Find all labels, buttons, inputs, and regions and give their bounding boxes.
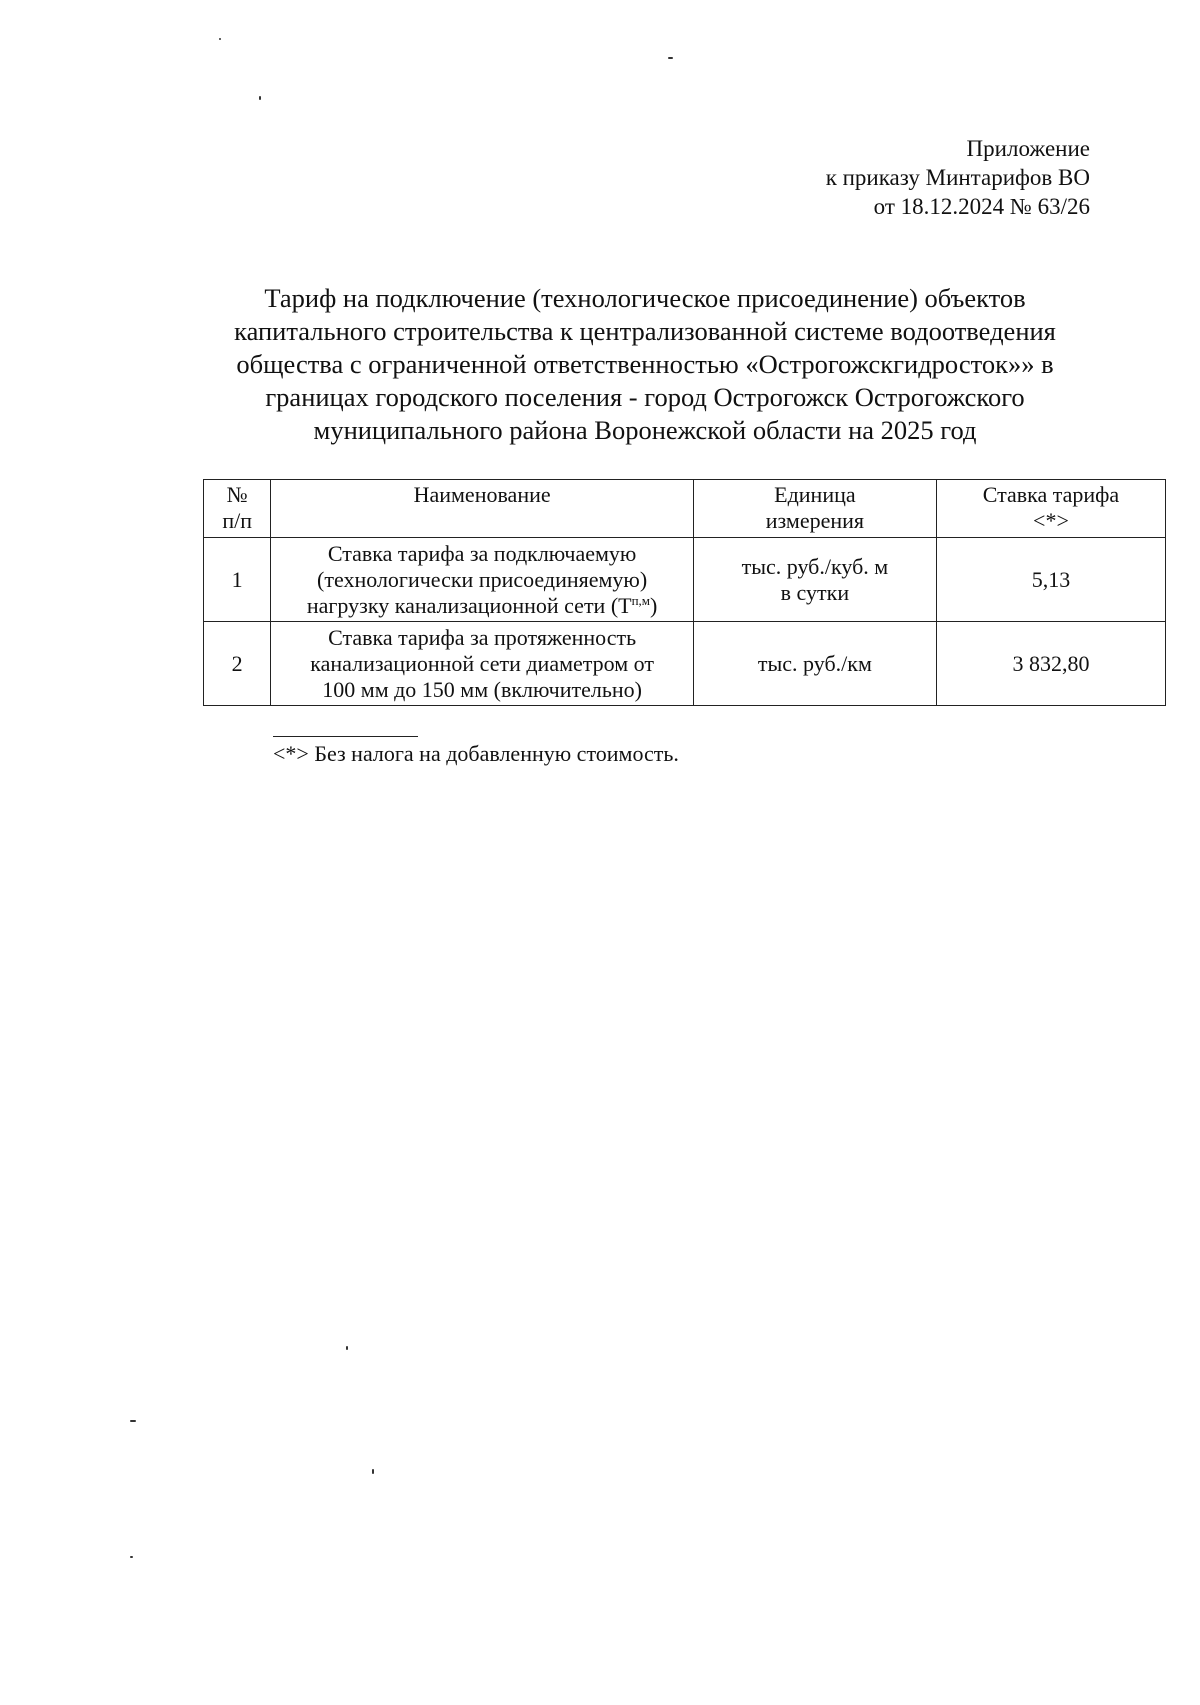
scan-speck — [259, 96, 261, 100]
row-rate: 3 832,80 — [936, 622, 1165, 706]
scan-speck — [346, 1346, 348, 1350]
footnote-divider — [273, 736, 418, 737]
header-text: Единица — [774, 482, 856, 507]
row-name-line: Ставка тарифа за подключаемую — [327, 540, 637, 566]
appendix-line: Приложение — [966, 136, 1090, 161]
row-unit-line: тыс. руб./куб. м — [741, 553, 889, 579]
table-row — [204, 538, 1166, 622]
row-name-line: (технологически присоединяемую) — [317, 566, 648, 592]
footnote: <*> Без налога на добавленную стоимость. — [273, 741, 679, 766]
row-number: 1 — [204, 538, 271, 622]
row-name-text: ) — [650, 592, 658, 618]
row-name-line: Ставка тарифа за протяженность — [328, 624, 637, 650]
header-text: п/п — [222, 508, 252, 533]
scan-speck — [219, 38, 221, 40]
tariff-table — [203, 479, 1166, 706]
title-line: границах городского поселения - город Острогожск Острогожского — [265, 382, 1025, 412]
row-name — [271, 622, 694, 706]
scan-speck — [372, 1469, 374, 1474]
row-rate: 5,13 — [936, 538, 1165, 622]
header-text: № — [226, 482, 248, 507]
header-text: <*> — [1033, 508, 1069, 533]
header-text: Ставка тарифа — [982, 482, 1120, 507]
row-name-text: нагрузку канализационной сети (Т — [306, 592, 632, 618]
header-text: измерения — [765, 508, 865, 533]
row-unit: тыс. руб./км — [693, 622, 936, 706]
document-title — [200, 282, 1090, 447]
scan-speck — [130, 1420, 136, 1422]
row-number: 2 — [204, 622, 271, 706]
row-unit-line: в сутки — [780, 579, 850, 605]
row-name-line — [275, 593, 689, 619]
header-num — [204, 480, 271, 538]
scan-speck — [668, 57, 673, 59]
row-name-line: канализационной сети диаметром от — [310, 650, 654, 676]
title-line: муниципального района Воронежской области на 2025 год — [313, 415, 977, 445]
table-header-row — [204, 480, 1166, 538]
title-line: капитального строительства к централизованной системе водоотведения — [234, 316, 1056, 346]
header-text: Наименование — [413, 482, 551, 507]
header-name — [271, 480, 694, 538]
row-name — [271, 538, 694, 622]
header-unit — [693, 480, 936, 538]
title-line: Тариф на подключение (технологическое присоединение) объектов — [264, 283, 1026, 313]
scan-speck — [130, 1556, 133, 1558]
row-unit — [693, 538, 936, 622]
appendix-line: к приказу Минтарифов ВО — [825, 165, 1090, 190]
tariff-superscript: п,м — [631, 592, 651, 608]
header-rate — [936, 480, 1165, 538]
row-name-line: 100 мм до 150 мм (включительно) — [322, 676, 642, 702]
appendix-line: от 18.12.2024 № 63/26 — [873, 194, 1090, 219]
appendix-header — [826, 134, 1090, 221]
table-row — [204, 622, 1166, 706]
title-line: общества с ограниченной ответственностью «Острогожскгидросток»» в — [236, 349, 1054, 379]
